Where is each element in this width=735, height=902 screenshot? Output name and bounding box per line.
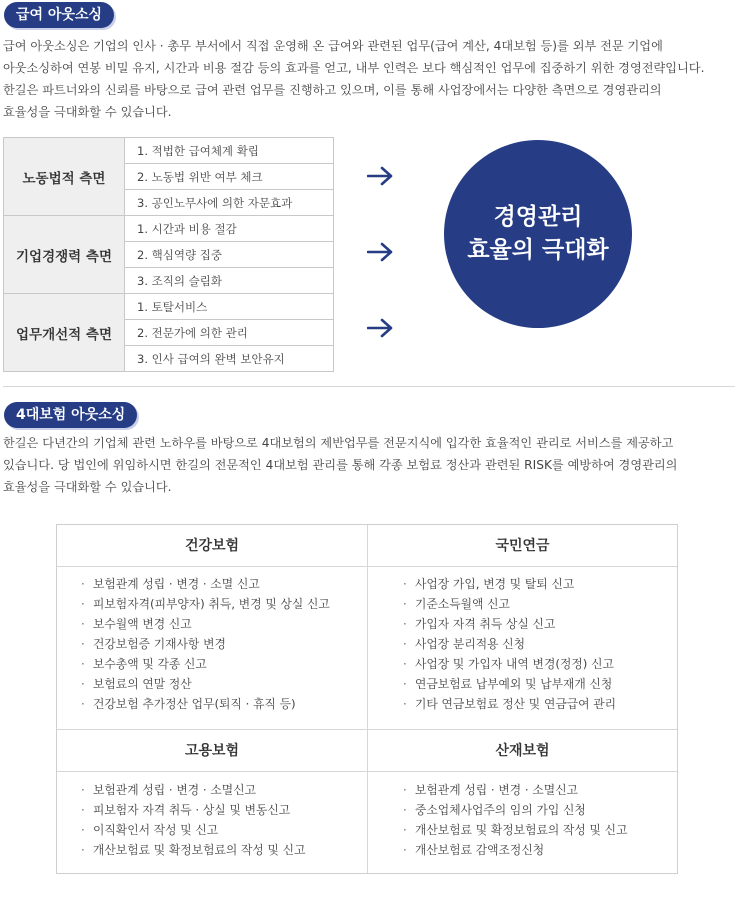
- aspects-table: [3, 137, 334, 372]
- aspect-item: 1. 시간과 비용 절감: [125, 216, 334, 242]
- list-item: · 개산보험료 감액조정신청: [403, 840, 627, 860]
- aspect-item: 3. 조직의 슬림화: [125, 268, 334, 294]
- list-item: · 피보험자격(피부양자) 취득, 변경 및 상실 신고: [81, 594, 330, 614]
- employment-insurance-title: 고용보험: [57, 730, 367, 772]
- aspect-item: 3. 인사 급여의 완벽 보안유지: [125, 346, 334, 372]
- list-item: · 가입자 자격 취득 상실 신고: [403, 614, 616, 634]
- paragraph-line: 아웃소싱하여 연봉 비밀 유지, 시간과 비용 절감 등의 효과를 얻고, 내부 인력은 보다 핵심적인 업무에 집중하기 위한 경영전략입니다.: [3, 61, 705, 75]
- paragraph-line: 한길은 파트너와의 신뢰를 바탕으로 급여 관련 업무를 진행하고 있으며, 이를 통해 사업장에서는 다양한 측면으로 경영관리의: [3, 83, 662, 97]
- list-item: · 건강보험 추가정산 업무(퇴직 · 휴직 등): [81, 694, 330, 714]
- health-insurance-title: 건강보험: [57, 525, 367, 567]
- insurance-grid: [56, 524, 678, 874]
- payroll-outsourcing-badge: 급여 아웃소싱: [4, 2, 114, 28]
- list-item: · 피보험자 자격 취득 · 상실 및 변동신고: [81, 800, 305, 820]
- insurance-outsourcing-badge: 4대보험 아웃소싱: [4, 402, 137, 428]
- list-item: · 보험료의 연말 정산: [81, 674, 330, 694]
- aspect-item: 1. 토탈서비스: [125, 294, 334, 320]
- paragraph-line: 효율성을 극대화할 수 있습니다.: [3, 105, 172, 119]
- arrow-right-icon: [367, 318, 393, 338]
- national-pension-list: [403, 574, 616, 714]
- paragraph-line: 있습니다. 당 법인에 위임하시면 한길의 전문적인 4대보험 관리를 통해 각종 보험료 정산과 관련된 RISK를 예방하여 경영관리의: [3, 458, 678, 472]
- aspect-category: 업무개선적 측면: [4, 294, 125, 372]
- list-item: · 사업장 및 가입자 내역 변경(정정) 신고: [403, 654, 616, 674]
- grid-divider: [367, 525, 368, 873]
- list-item: · 보험관계 성립 · 변경 · 소멸 신고: [81, 574, 330, 594]
- payroll-intro-paragraph: [3, 35, 704, 123]
- arrow-right-icon: [367, 166, 393, 186]
- aspect-category: 기업경쟁력 측면: [4, 216, 125, 294]
- list-item: · 보수총액 및 각종 신고: [81, 654, 330, 674]
- section-divider: [3, 386, 735, 387]
- aspect-item: 2. 전문가에 의한 관리: [125, 320, 334, 346]
- arrow-right-icon: [367, 242, 393, 262]
- list-item: · 연금보험료 납부예외 및 납부재개 신청: [403, 674, 616, 694]
- paragraph-line: 효율성을 극대화할 수 있습니다.: [3, 480, 172, 494]
- result-line-2: 효율의 극대화: [467, 237, 609, 263]
- list-item: · 개산보험료 및 확정보험료의 작성 및 신고: [403, 820, 627, 840]
- aspect-item: 1. 적법한 급여체계 확립: [125, 138, 334, 164]
- insurance-intro-paragraph: [3, 432, 677, 498]
- result-circle: [444, 140, 632, 328]
- list-item: · 기준소득월액 신고: [403, 594, 616, 614]
- list-item: · 사업장 분리적용 신청: [403, 634, 616, 654]
- aspect-item: 3. 공인노무사에 의한 자문효과: [125, 190, 334, 216]
- health-insurance-list: [81, 574, 330, 714]
- list-item: · 기타 연금보험료 정산 및 연금급여 관리: [403, 694, 616, 714]
- list-item: · 건강보험증 기재사항 변경: [81, 634, 330, 654]
- list-item: · 중소업체사업주의 임의 가입 신청: [403, 800, 627, 820]
- list-item: · 이직확인서 작성 및 신고: [81, 820, 305, 840]
- list-item: · 사업장 가입, 변경 및 탈퇴 신고: [403, 574, 616, 594]
- aspect-item: 2. 핵심역량 집중: [125, 242, 334, 268]
- paragraph-line: 한길은 다년간의 기업체 관련 노하우를 바탕으로 4대보험의 제반업무를 전문지식에 입각한 효율적인 관리로 서비스를 제공하고: [3, 436, 674, 450]
- aspect-item: 2. 노동법 위반 여부 체크: [125, 164, 334, 190]
- employment-insurance-list: [81, 780, 305, 860]
- aspect-category: 노동법적 측면: [4, 138, 125, 216]
- list-item: · 개산보험료 및 확정보험료의 작성 및 신고: [81, 840, 305, 860]
- list-item: · 보수월액 변경 신고: [81, 614, 330, 634]
- industrial-accident-insurance-title: 산재보험: [368, 730, 677, 772]
- result-line-1: 경영관리: [493, 204, 583, 230]
- list-item: · 보험관계 성립 · 변경 · 소멸신고: [403, 780, 627, 800]
- national-pension-title: 국민연금: [368, 525, 677, 567]
- list-item: · 보험관계 성립 · 변경 · 소멸신고: [81, 780, 305, 800]
- paragraph-line: 급여 아웃소싱은 기업의 인사 · 총무 부서에서 직접 운영해 온 급여와 관련된 업무(급여 계산, 4대보험 등)를 외부 전문 기업에: [3, 39, 663, 53]
- industrial-accident-insurance-list: [403, 780, 627, 860]
